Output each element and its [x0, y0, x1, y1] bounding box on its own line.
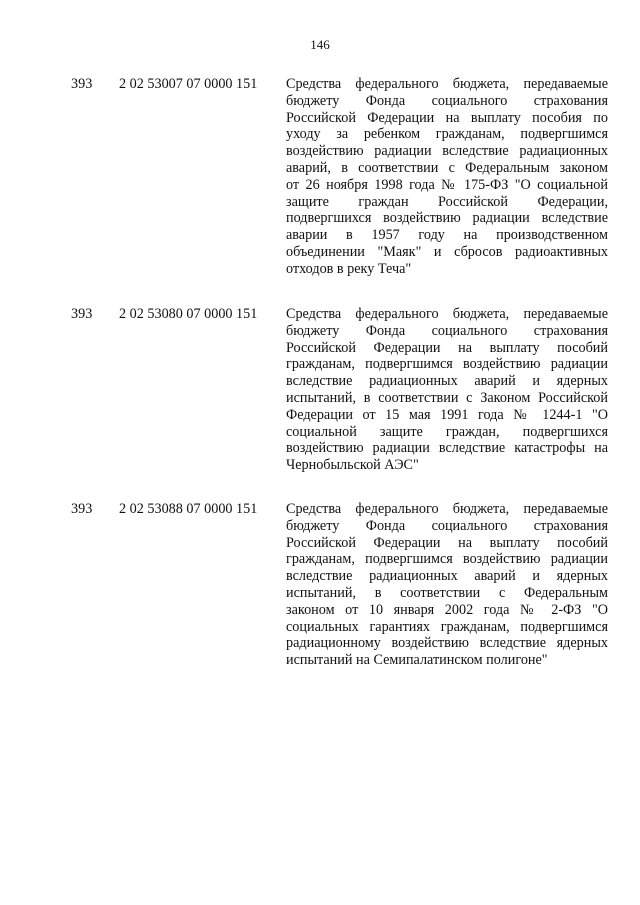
description-line: аварий, в соответствии с Федеральным законом [286, 159, 608, 176]
description-line: испытаний, в соответствии с Законом Российской [286, 389, 608, 406]
description-line: социальных гарантиях гражданам, подвергшимся [286, 618, 608, 635]
description-line: бюджету Фонда социального страхования [286, 517, 608, 534]
description-line: воздействию радиации вследствие радиационных [286, 143, 608, 160]
budget-classification-code: 2 02 53088 07 0000 151 [119, 501, 258, 517]
admin-code: 393 [71, 306, 93, 322]
description-line: бюджету Фонда социального страхования [286, 322, 608, 339]
description-line: Средства федерального бюджета, передаваемые [286, 76, 608, 92]
description-line: объединении "Маяк" и сбросов радиоактивных [286, 243, 608, 260]
budget-classification-code: 2 02 53080 07 0000 151 [119, 306, 258, 322]
description-line: гражданам, подвергшимся воздействию радиации [286, 356, 608, 373]
description-line: социальной защите граждан, подвергшихся [286, 423, 608, 440]
description-line: Российской Федерации на выплату пособий [286, 339, 608, 356]
budget-classification-code: 2 02 53007 07 0000 151 [119, 76, 258, 92]
description-line: вследствие радиационных аварий и ядерных [286, 373, 608, 390]
description-line: Российской Федерации на выплату пособий [286, 534, 608, 551]
description-line: Средства федерального бюджета, передаваемые [286, 501, 608, 517]
description-line: бюджету Фонда социального страхования [286, 92, 608, 109]
description-line: защите граждан Российской Федерации, [286, 193, 608, 210]
page-number: 146 [310, 37, 330, 52]
description-line: Российской Федерации на выплату пособия по [286, 109, 608, 126]
description-line: законом от 10 января 2002 года № 2-ФЗ "О [286, 601, 608, 618]
entry-description [286, 76, 608, 278]
admin-code: 393 [71, 501, 93, 517]
description-line: испытаний, в соответствии с Федеральным [286, 584, 608, 601]
description-line: воздействию радиации вследствие катастрофы на [286, 440, 608, 457]
admin-code: 393 [71, 76, 93, 92]
description-line: гражданам, подвергшимся воздействию радиации [286, 551, 608, 568]
description-line: от 26 ноября 1998 года № 175-ФЗ "О социальной [286, 176, 608, 193]
description-line: вследствие радиационных аварий и ядерных [286, 568, 608, 585]
description-line: Чернобыльской АЭС" [286, 457, 419, 474]
description-line: отходов в реку Теча" [286, 260, 412, 277]
entry-description [286, 501, 608, 669]
description-line: радиационному воздействию вследствие ядерных [286, 635, 608, 652]
description-line: Средства федерального бюджета, передаваемые [286, 306, 608, 322]
description-line: испытаний на Семипалатинском полигоне" [286, 652, 548, 669]
description-line: подвергшихся воздействию радиации вследствие [286, 210, 608, 227]
entry-description [286, 306, 608, 474]
description-line: Федерации от 15 мая 1991 года № 1244-1 "О [286, 406, 608, 423]
description-line: уходу за ребенком гражданам, подвергшимся [286, 126, 608, 143]
description-line: аварии в 1957 году на производственном [286, 227, 608, 244]
